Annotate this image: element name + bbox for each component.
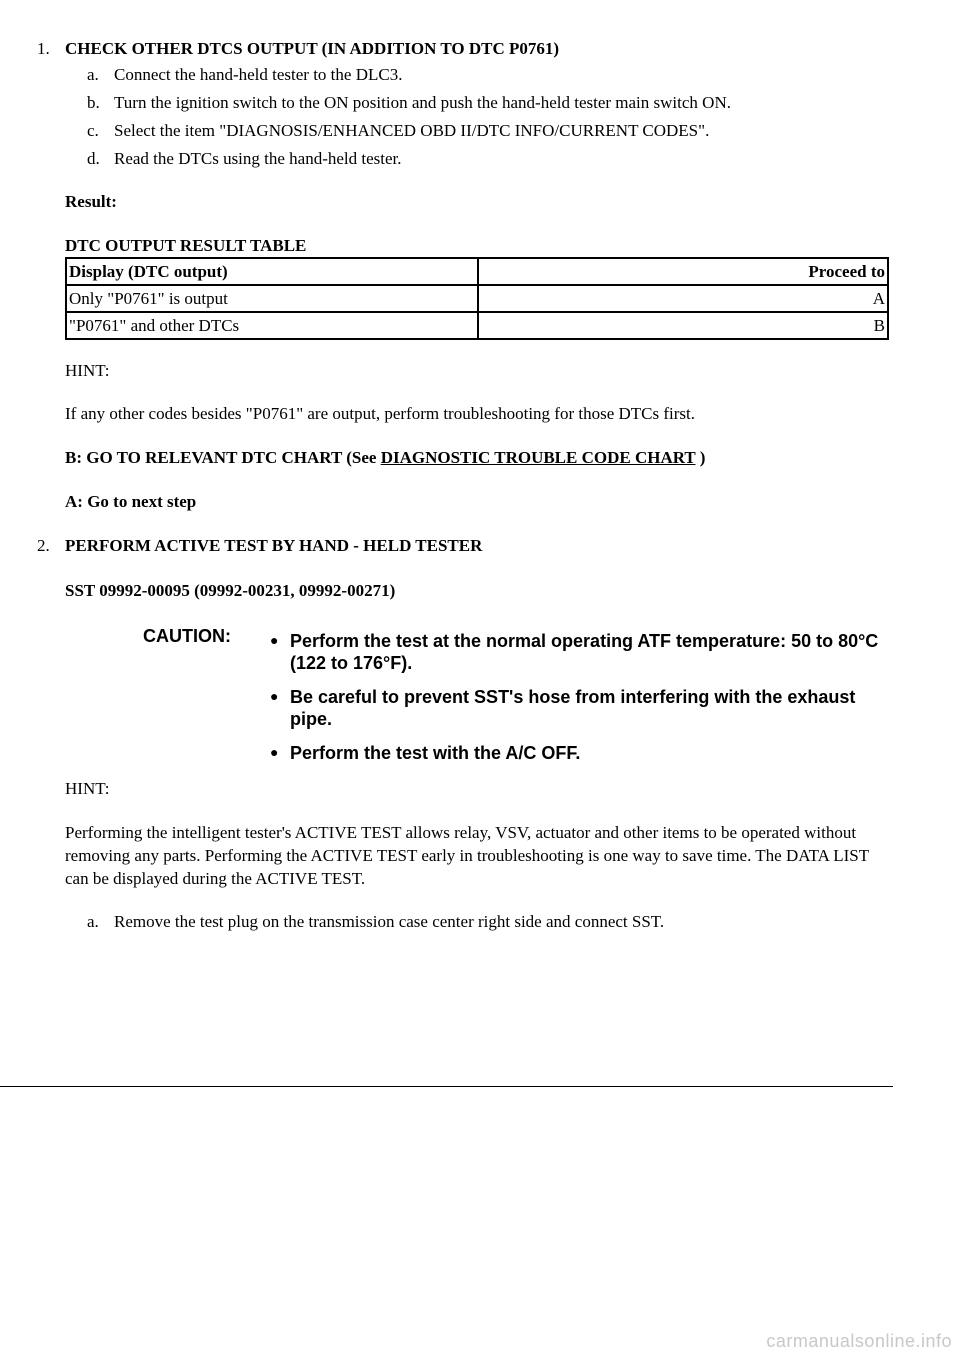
branch-b-prefix: B: GO TO RELEVANT DTC CHART (See: [65, 448, 381, 467]
hint-text: If any other codes besides "P0761" are output, perform troubleshooting for those DTCs first.: [65, 404, 696, 423]
table-cell: A: [478, 285, 888, 312]
watermark: carmanualsonline.info: [766, 1331, 952, 1351]
substep-letter: a.: [87, 65, 99, 84]
step-1-number: 1.: [37, 39, 50, 58]
step-1-title: CHECK OTHER DTCS OUTPUT (IN ADDITION TO DTC P0761): [65, 39, 560, 58]
table-header-row: [66, 258, 888, 285]
table-title: DTC OUTPUT RESULT TABLE: [65, 236, 307, 255]
page-divider: [0, 1086, 893, 1087]
bullet-icon: ●: [270, 744, 279, 760]
caution-item: [270, 686, 890, 730]
step-1-substep-c: [87, 120, 709, 141]
table-header-proceed: Proceed to: [478, 258, 888, 285]
table-row: [66, 312, 888, 339]
substep-letter: c.: [87, 121, 99, 140]
branch-a: A: Go to next step: [65, 492, 197, 511]
sst-line: SST 09992-00095 (09992-00231, 09992-00271): [65, 581, 396, 600]
caution-text: Perform the test at the normal operating ATF temperature: 50 to 80°C (122 to 176°F).: [290, 631, 879, 673]
step-2-title: PERFORM ACTIVE TEST BY HAND - HELD TESTER: [65, 536, 483, 555]
step-2-substep-a: [87, 911, 664, 932]
branch-b-suffix: ): [695, 448, 706, 467]
step-1-substep-b: [87, 92, 731, 113]
branch-b: [65, 447, 895, 468]
caution-item: [270, 630, 890, 674]
bullet-icon: ●: [270, 688, 279, 704]
step-1-substep-d: [87, 148, 402, 169]
substep-text: Turn the ignition switch to the ON position and push the hand-held tester main switch ON.: [114, 93, 731, 112]
table-cell: Only "P0761" is output: [66, 285, 478, 312]
step-1-substep-a: [87, 64, 402, 85]
substep-text: Remove the test plug on the transmission case center right side and connect SST.: [114, 912, 665, 931]
hint-label-2: HINT:: [65, 779, 110, 798]
substep-text: Select the item "DIAGNOSIS/ENHANCED OBD II/DTC INFO/CURRENT CODES".: [114, 121, 710, 140]
table-row: [66, 285, 888, 312]
caution-text: Be careful to prevent SST's hose from interfering with the exhaust pipe.: [290, 687, 856, 729]
hint-text-2: Performing the intelligent tester's ACTIVE TEST allows relay, VSV, actuator and other items to be operated without removing any parts. Performing the ACTIVE TEST early in troubleshooting is one way to save time. The DATA LIST can be displayed during the ACTIVE TEST.: [65, 823, 869, 888]
caution-item: [270, 742, 890, 764]
result-label: Result:: [65, 192, 117, 211]
substep-text: Read the DTCs using the hand-held tester.: [114, 149, 402, 168]
substep-text: Connect the hand-held tester to the DLC3.: [114, 65, 403, 84]
table-cell: "P0761" and other DTCs: [66, 312, 478, 339]
bullet-icon: ●: [270, 632, 279, 648]
table-header-display: Display (DTC output): [66, 258, 478, 285]
hint-label: HINT:: [65, 361, 110, 380]
caution-list: [270, 630, 890, 776]
table-cell: B: [478, 312, 888, 339]
caution-text: Perform the test with the A/C OFF.: [290, 743, 581, 763]
substep-letter: a.: [87, 912, 99, 931]
caution-label: CAUTION:: [143, 626, 231, 646]
substep-letter: b.: [87, 93, 100, 112]
substep-letter: d.: [87, 149, 100, 168]
diagnostic-trouble-code-chart-link[interactable]: DIAGNOSTIC TROUBLE CODE CHART: [380, 448, 696, 467]
dtc-output-result-table: [65, 257, 889, 340]
step-2-number: 2.: [37, 536, 50, 555]
